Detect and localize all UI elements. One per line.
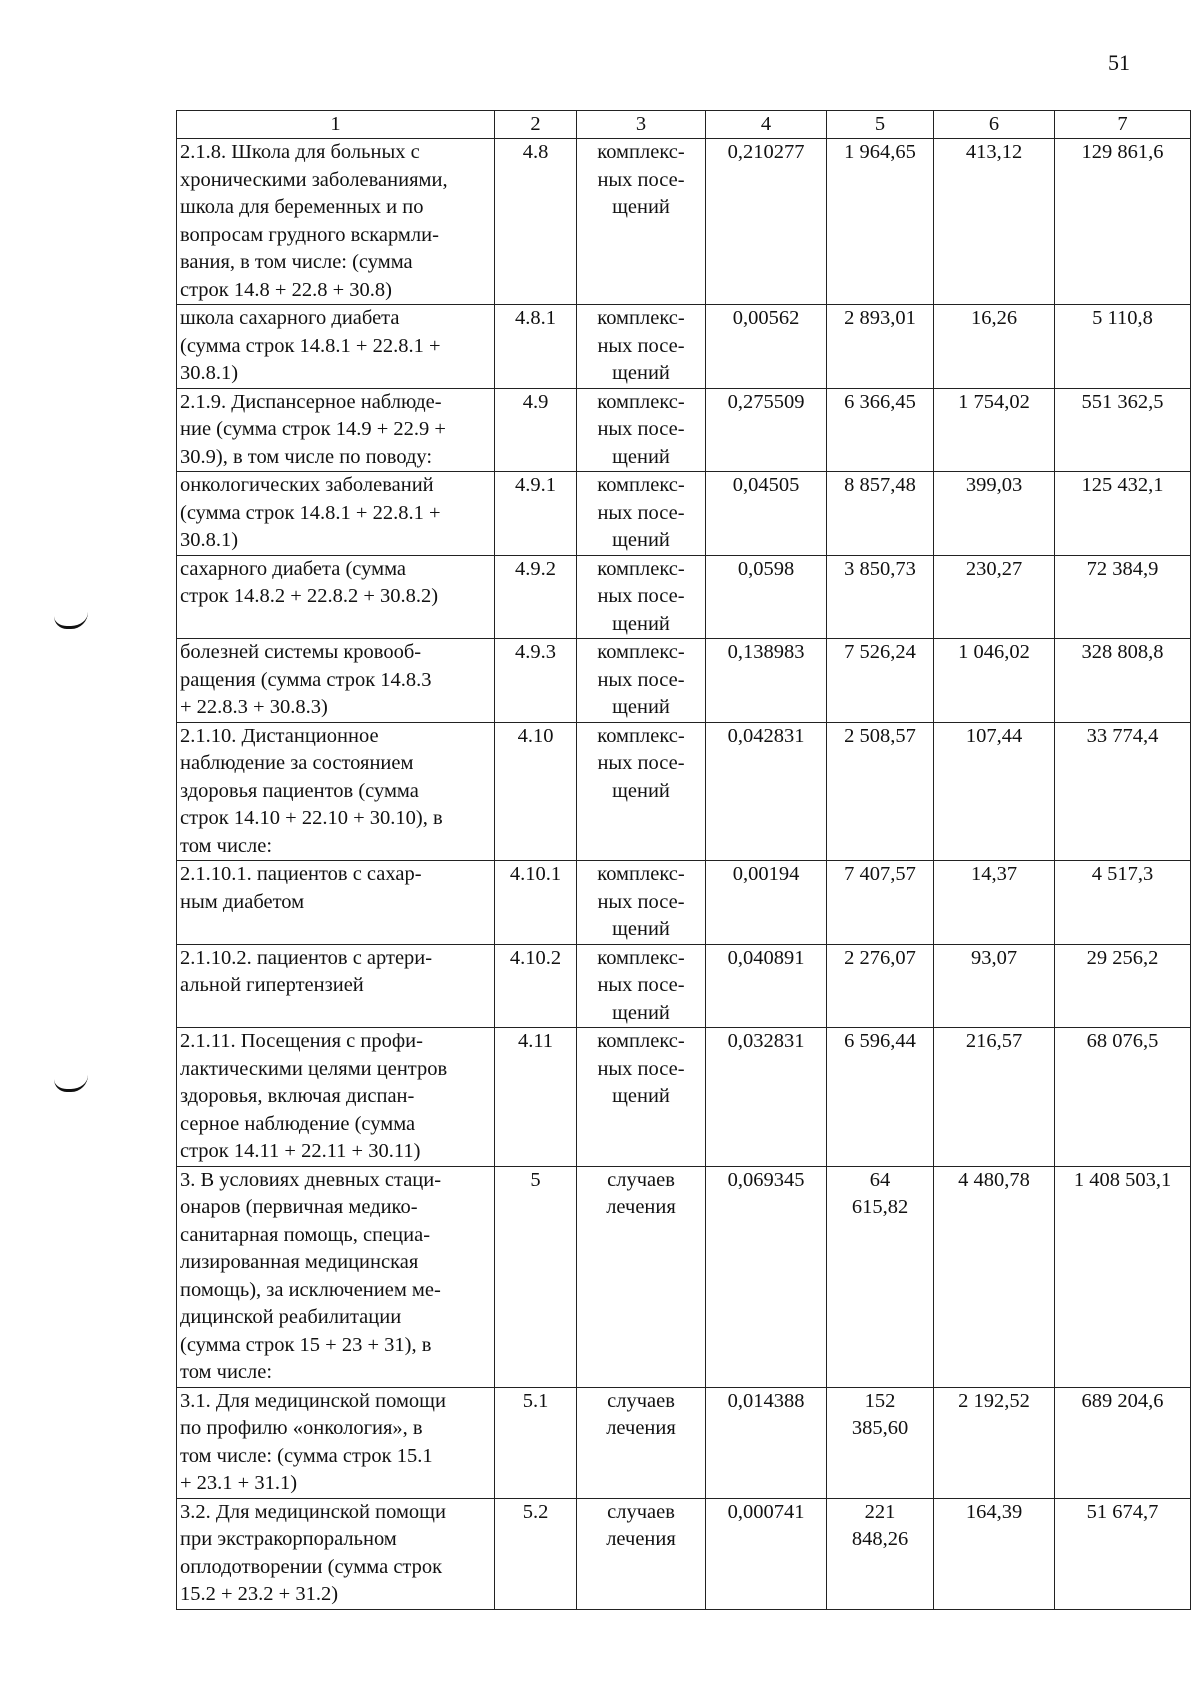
row-name-cell-text: 2.1.10.2. пациентов с артери- альной гипертензией [180, 946, 433, 996]
row-value-cell [934, 1387, 1055, 1498]
column-header: 2 [495, 111, 577, 139]
row-value-cell [706, 1387, 827, 1498]
row-value-cell-text: 0,0598 [737, 557, 795, 580]
row-value-cell [827, 1498, 934, 1609]
table-row [177, 944, 1191, 1028]
page-number: 51 [1108, 50, 1130, 75]
row-code-cell [495, 639, 577, 723]
row-unit-cell [577, 555, 706, 639]
row-value-cell [706, 139, 827, 305]
row-value-cell [827, 1166, 934, 1387]
row-name-cell [177, 472, 495, 556]
table-row [177, 139, 1191, 305]
row-name-cell-text: 3.2. Для медицинской помощи при экстракорпоральном оплодотворении (сумма строк 15.2 + 23.2 + 31.2) [180, 1500, 446, 1605]
row-value-cell-text: 152 385,60 [851, 1389, 909, 1439]
table-row [177, 388, 1191, 472]
row-value-cell [827, 1387, 934, 1498]
row-value-cell-text: 0,042831 [727, 724, 805, 747]
column-header: 1 [177, 111, 495, 139]
row-value-cell-text: 689 204,6 [1081, 1389, 1164, 1412]
column-header: 5 [827, 111, 934, 139]
row-value-cell-text: 129 861,6 [1081, 141, 1164, 163]
row-value-cell-text: 4 517,3 [1091, 863, 1154, 885]
row-value-cell [1055, 388, 1191, 472]
row-code-cell [495, 1387, 577, 1498]
row-unit-cell [577, 944, 706, 1028]
row-code-cell-text: 5.2 [522, 1500, 549, 1523]
row-value-cell-text: 1 754,02 [958, 390, 1030, 413]
row-value-cell [1055, 1387, 1191, 1498]
column-header: 3 [577, 111, 706, 139]
row-value-cell-text: 72 384,9 [1086, 557, 1159, 580]
row-code-cell-text: 4.10 [517, 724, 554, 747]
row-code-cell [495, 1498, 577, 1609]
row-name-cell [177, 139, 495, 305]
row-unit-cell-text: комплекс- ных посе- щений [597, 724, 685, 802]
row-name-cell-text: 2.1.10.1. пациентов с сахар- ным диабетом [180, 863, 422, 913]
row-value-cell-text: 0,069345 [727, 1168, 805, 1191]
row-value-cell [706, 472, 827, 556]
row-name-cell-text: сахарного диабета (сумма строк 14.8.2 + 22.8.2 + 30.8.2) [180, 557, 439, 607]
row-value-cell-text: 0,040891 [727, 946, 805, 969]
row-code-cell [495, 1166, 577, 1387]
row-value-cell-text: 0,014388 [727, 1389, 805, 1412]
row-unit-cell [577, 139, 706, 305]
row-name-cell [177, 861, 495, 945]
row-unit-cell [577, 472, 706, 556]
row-value-cell-text: 0,00194 [732, 863, 800, 885]
row-value-cell [934, 472, 1055, 556]
row-value-cell-text: 0,04505 [732, 474, 800, 496]
row-value-cell [1055, 722, 1191, 861]
row-value-cell [706, 1166, 827, 1387]
row-value-cell-text: 68 076,5 [1086, 1030, 1159, 1052]
row-value-cell [706, 1028, 827, 1167]
scan-mark [54, 612, 88, 629]
row-code-cell-text: 4.10.1 [509, 863, 562, 885]
row-unit-cell [577, 1166, 706, 1387]
table-row [177, 305, 1191, 389]
row-value-cell-text: 93,07 [970, 946, 1018, 969]
row-value-cell-text: 1 408 503,1 [1073, 1168, 1172, 1191]
row-unit-cell [577, 1498, 706, 1609]
row-unit-cell [577, 1387, 706, 1498]
row-unit-cell [577, 639, 706, 723]
row-code-cell-text: 5.1 [522, 1389, 549, 1412]
table-row [177, 472, 1191, 556]
table-row [177, 1166, 1191, 1387]
row-value-cell [827, 305, 934, 389]
row-code-cell-text: 4.9 [522, 390, 549, 413]
table-row [177, 861, 1191, 945]
row-value-cell [1055, 861, 1191, 945]
row-value-cell [1055, 944, 1191, 1028]
row-value-cell [934, 639, 1055, 723]
row-value-cell-text: 399,03 [965, 474, 1023, 496]
row-name-cell-text: 2.1.8. Школа для больных с хроническими заболеваниями, школа для беременных и по вопросам грудного вскармли- вания, в том числе: (сумма строк 14.8 + 22.8 + 30.8) [180, 141, 448, 301]
row-name-cell-text: 3. В условиях дневных стаци- онаров (первичная медико- санитарная помощь, специа- лизированная медицинская помощь), за исключением ме- дицинской реабилитации (сумма строк 15 + 23 + 31), в том числе: [180, 1168, 442, 1383]
data-table [176, 110, 1191, 1610]
row-value-cell [827, 639, 934, 723]
row-value-cell [934, 555, 1055, 639]
row-value-cell-text: 14,37 [970, 863, 1018, 885]
row-code-cell [495, 1028, 577, 1167]
row-value-cell-text: 164,39 [965, 1500, 1023, 1523]
row-name-cell [177, 388, 495, 472]
row-unit-cell-text: комплекс- ных посе- щений [597, 1030, 685, 1107]
row-value-cell [1055, 639, 1191, 723]
row-unit-cell-text: комплекс- ных посе- щений [597, 141, 685, 218]
row-name-cell-text: 2.1.9. Диспансерное наблюде- ние (сумма строк 14.9 + 22.9 + 30.9), в том числе по поводу: [180, 390, 446, 468]
row-unit-cell-text: комплекс- ных посе- щений [597, 474, 685, 551]
row-value-cell-text: 0,210277 [727, 141, 805, 163]
row-code-cell [495, 861, 577, 945]
row-unit-cell-text: комплекс- ных посе- щений [597, 641, 685, 718]
row-value-cell-text: 221 848,26 [851, 1500, 909, 1550]
row-value-cell [706, 722, 827, 861]
row-value-cell [1055, 1498, 1191, 1609]
row-code-cell-text: 4.10.2 [509, 946, 562, 969]
row-value-cell [934, 722, 1055, 861]
row-value-cell-text: 8 857,48 [844, 474, 916, 496]
row-code-cell [495, 944, 577, 1028]
row-value-cell-text: 2 276,07 [844, 946, 916, 969]
row-value-cell [706, 944, 827, 1028]
row-name-cell-text: 2.1.11. Посещения с профи- лактическими целями центров здоровья, включая диспан- серное наблюдение (сумма строк 14.11 + 22.11 + 30.11) [180, 1030, 448, 1162]
row-value-cell [827, 472, 934, 556]
row-value-cell [706, 388, 827, 472]
row-unit-cell-text: случаев лечения [606, 1389, 676, 1439]
row-code-cell [495, 139, 577, 305]
row-value-cell [1055, 1166, 1191, 1387]
row-value-cell [1055, 555, 1191, 639]
row-value-cell-text: 6 596,44 [844, 1030, 916, 1052]
row-value-cell [1055, 1028, 1191, 1167]
row-name-cell-text: 3.1. Для медицинской помощи по профилю «онкология», в том числе: (сумма строк 15.1 + 23.1 + 31.1) [180, 1389, 446, 1494]
row-value-cell-text: 51 674,7 [1086, 1500, 1159, 1523]
scan-mark [54, 1075, 88, 1092]
row-value-cell-text: 33 774,4 [1086, 724, 1159, 747]
row-value-cell-text: 0,000741 [727, 1500, 805, 1523]
row-unit-cell-text: случаев лечения [606, 1168, 676, 1218]
row-code-cell [495, 305, 577, 389]
row-value-cell-text: 230,27 [965, 557, 1023, 580]
row-value-cell [706, 305, 827, 389]
row-code-cell [495, 555, 577, 639]
row-value-cell-text: 6 366,45 [844, 390, 916, 413]
row-unit-cell-text: комплекс- ных посе- щений [597, 307, 685, 384]
row-name-cell [177, 1387, 495, 1498]
row-value-cell-text: 0,275509 [727, 390, 805, 413]
row-code-cell-text: 5 [530, 1168, 541, 1191]
row-value-cell [706, 639, 827, 723]
row-value-cell-text: 64 615,82 [851, 1168, 909, 1218]
row-value-cell [1055, 472, 1191, 556]
row-unit-cell [577, 305, 706, 389]
row-value-cell-text: 0,032831 [727, 1030, 805, 1052]
row-value-cell [934, 1498, 1055, 1609]
row-name-cell [177, 1498, 495, 1609]
row-value-cell [706, 1498, 827, 1609]
row-value-cell-text: 16,26 [970, 307, 1018, 329]
row-unit-cell [577, 722, 706, 861]
row-code-cell-text: 4.11 [517, 1030, 554, 1052]
row-name-cell-text: онкологических заболеваний (сумма строк 14.8.1 + 22.8.1 + 30.8.1) [180, 474, 441, 551]
row-unit-cell-text: комплекс- ных посе- щений [597, 390, 685, 468]
row-value-cell-text: 2 893,01 [844, 307, 916, 329]
row-unit-cell-text: случаев лечения [606, 1500, 676, 1550]
row-name-cell-text: болезней системы кровооб- ращения (сумма строк 14.8.3 + 22.8.3 + 30.8.3) [180, 641, 432, 718]
row-code-cell-text: 4.9.3 [515, 641, 556, 663]
row-value-cell-text: 7 407,57 [844, 863, 916, 885]
row-unit-cell [577, 388, 706, 472]
row-value-cell-text: 413,12 [965, 141, 1023, 163]
table-row [177, 555, 1191, 639]
row-value-cell [934, 139, 1055, 305]
row-value-cell [934, 388, 1055, 472]
row-value-cell-text: 551 362,5 [1081, 390, 1164, 413]
row-value-cell-text: 1 046,02 [958, 641, 1030, 663]
table-row [177, 1387, 1191, 1498]
row-value-cell-text: 1 964,65 [844, 141, 916, 163]
table-row [177, 1028, 1191, 1167]
row-code-cell-text: 4.8.1 [515, 307, 556, 329]
row-value-cell-text: 2 508,57 [844, 724, 916, 747]
row-value-cell [827, 1028, 934, 1167]
row-unit-cell-text: комплекс- ных посе- щений [597, 946, 685, 1024]
row-value-cell [827, 139, 934, 305]
row-name-cell-text: 2.1.10. Дистанционное наблюдение за состоянием здоровья пациентов (сумма строк 14.10 + 22.10 + 30.10), в том числе: [180, 724, 443, 857]
row-value-cell-text: 2 192,52 [958, 1389, 1030, 1412]
table-row [177, 639, 1191, 723]
row-unit-cell [577, 861, 706, 945]
row-name-cell [177, 1166, 495, 1387]
row-value-cell-text: 7 526,24 [844, 641, 916, 663]
row-value-cell [1055, 139, 1191, 305]
row-value-cell-text: 0,138983 [727, 641, 805, 663]
row-unit-cell-text: комплекс- ных посе- щений [597, 557, 685, 635]
row-value-cell [706, 555, 827, 639]
row-unit-cell [577, 1028, 706, 1167]
row-name-cell [177, 944, 495, 1028]
row-name-cell [177, 1028, 495, 1167]
row-code-cell-text: 4.8 [522, 141, 549, 163]
row-value-cell [934, 944, 1055, 1028]
table-header-row [177, 111, 1191, 139]
row-value-cell [934, 1028, 1055, 1167]
row-value-cell [934, 861, 1055, 945]
table-row [177, 722, 1191, 861]
row-value-cell-text: 29 256,2 [1086, 946, 1159, 969]
row-value-cell [934, 1166, 1055, 1387]
row-value-cell [1055, 305, 1191, 389]
column-header: 4 [706, 111, 827, 139]
row-value-cell [706, 861, 827, 945]
row-value-cell-text: 328 808,8 [1081, 641, 1164, 663]
row-name-cell [177, 722, 495, 861]
row-name-cell-text: школа сахарного диабета (сумма строк 14.8.1 + 22.8.1 + 30.8.1) [180, 307, 441, 384]
row-name-cell [177, 305, 495, 389]
row-code-cell [495, 388, 577, 472]
row-name-cell [177, 639, 495, 723]
row-value-cell-text: 216,57 [965, 1030, 1023, 1052]
column-header: 6 [934, 111, 1055, 139]
row-code-cell-text: 4.9.2 [515, 557, 556, 580]
row-value-cell-text: 5 110,8 [1092, 307, 1153, 329]
row-code-cell [495, 722, 577, 861]
row-value-cell [827, 555, 934, 639]
row-value-cell-text: 125 432,1 [1081, 474, 1164, 496]
row-value-cell-text: 4 480,78 [958, 1168, 1030, 1191]
row-unit-cell-text: комплекс- ных посе- щений [597, 863, 685, 940]
table-body [177, 139, 1191, 1610]
row-value-cell [827, 722, 934, 861]
row-code-cell [495, 472, 577, 556]
row-name-cell [177, 555, 495, 639]
row-value-cell [827, 388, 934, 472]
row-value-cell-text: 107,44 [965, 724, 1023, 747]
table-row [177, 1498, 1191, 1609]
row-value-cell-text: 3 850,73 [844, 557, 916, 580]
row-value-cell-text: 0,00562 [732, 307, 800, 329]
column-header: 7 [1055, 111, 1191, 139]
row-value-cell [827, 944, 934, 1028]
row-value-cell [827, 861, 934, 945]
row-code-cell-text: 4.9.1 [515, 474, 556, 496]
row-value-cell [934, 305, 1055, 389]
